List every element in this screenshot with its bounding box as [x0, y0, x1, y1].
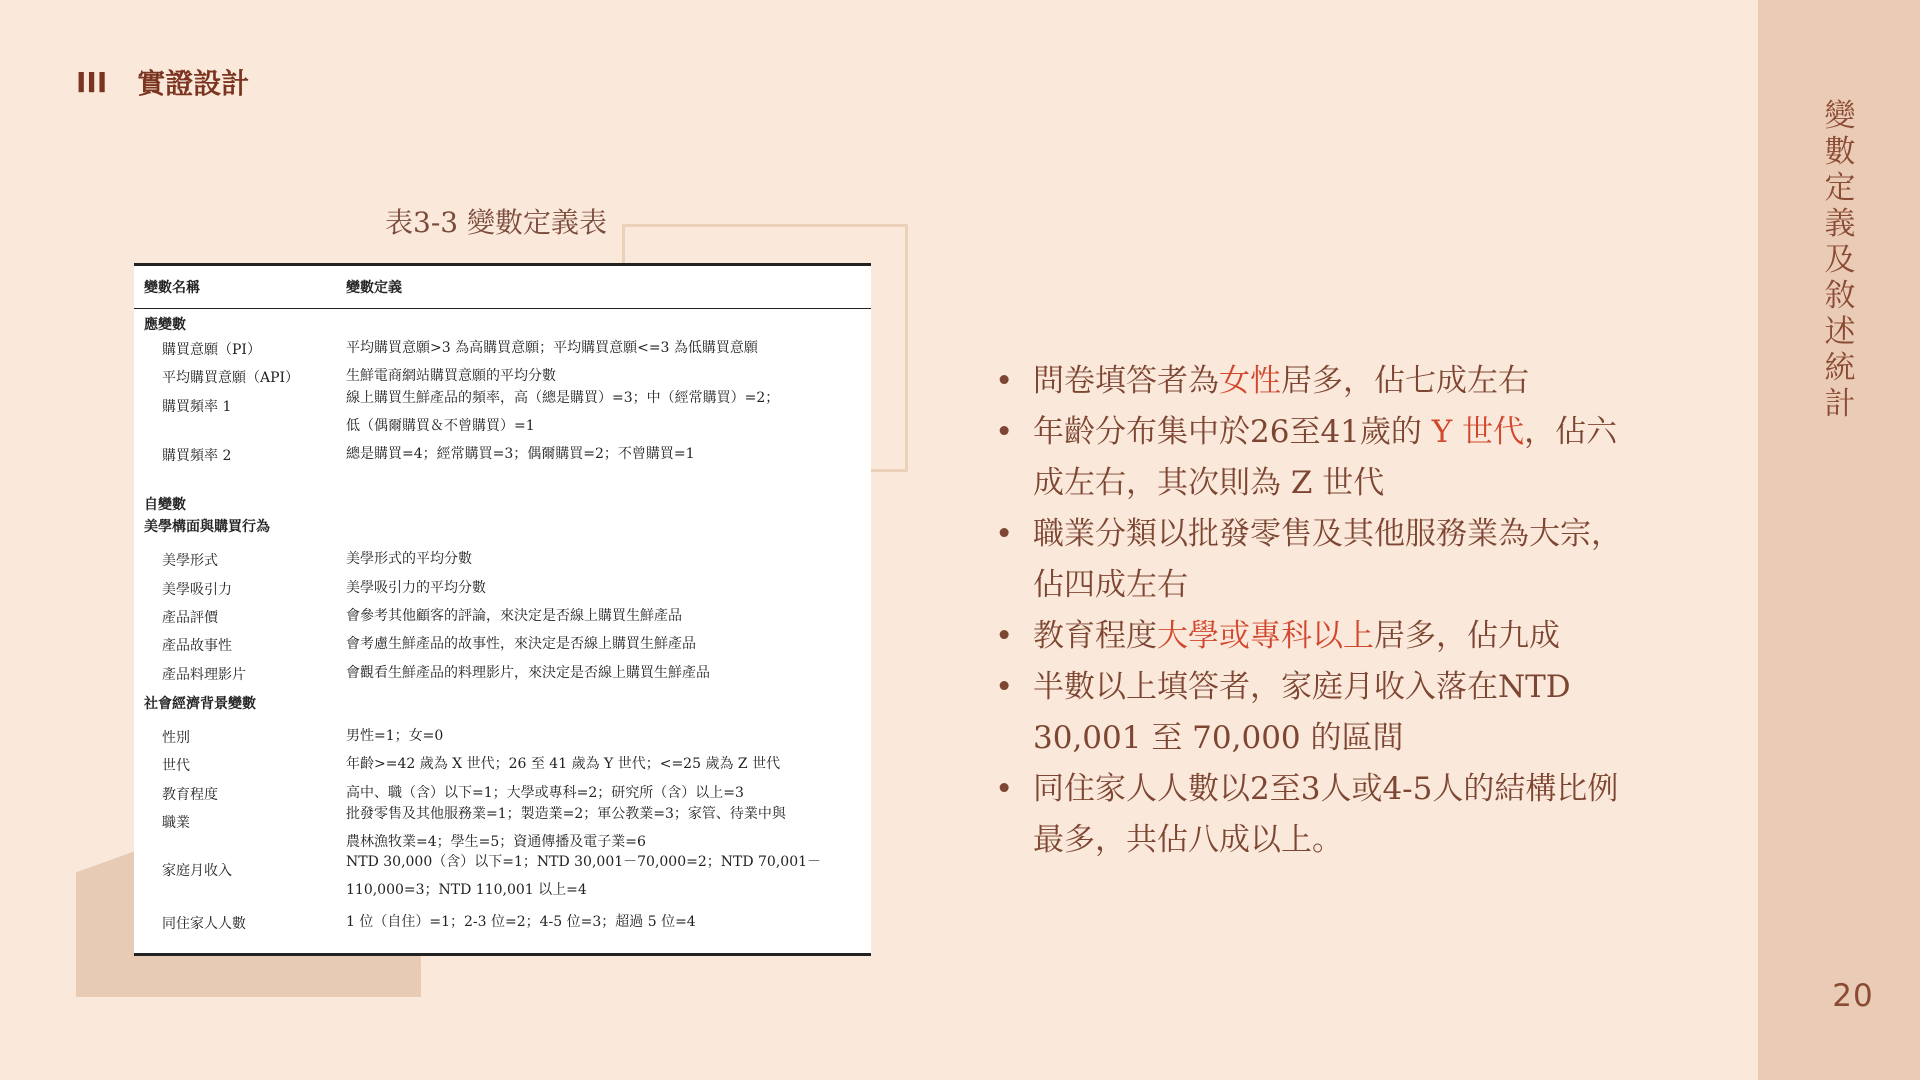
finding-text: 半數以上填答者，家庭月收入落在NTD 30,001 至 70,000 的區間 — [1033, 669, 1571, 756]
table-cell-name: 產品評價 — [162, 610, 218, 626]
finding-item — [995, 407, 1635, 509]
table-cell-definition: 批發零售及其他服務業=1；製造業=2；軍公教業=3；家管、待業中與 農林漁牧業=4；學生=5；資通傳播及電子業=6 — [346, 806, 786, 850]
table-cell-definition: 會考慮生鮮產品的故事性，來決定是否線上購買生鮮產品 — [346, 636, 696, 652]
section-header — [76, 62, 249, 102]
table-cell-name: 購買意願（PI） — [162, 342, 261, 358]
table-cell-name: 應變數 — [144, 317, 186, 333]
vertical-title-char: 計 — [1824, 386, 1856, 422]
vertical-title-char: 變 — [1824, 98, 1856, 134]
table-cell-definition: 高中、職（含）以下=1；大學或專科=2；研究所（含）以上=3 — [346, 785, 744, 801]
table-cell-name: 美學形式 — [162, 553, 218, 569]
finding-item — [995, 764, 1635, 866]
vertical-title-char: 義 — [1824, 206, 1856, 242]
finding-text: 問卷填答者為 — [1033, 363, 1219, 399]
table-cell-definition: 會參考其他顧客的評論，來決定是否線上購買生鮮產品 — [346, 608, 682, 624]
findings-list — [995, 356, 1635, 866]
highlighted-text: Y 世代 — [1431, 414, 1525, 450]
table-cell-definition: 年齡>=42 歲為 X 世代；26 至 41 歲為 Y 世代；<=25 歲為 Z 世代 — [346, 756, 781, 772]
finding-text: 居多，佔七成左右 — [1281, 363, 1529, 399]
highlighted-text: 女性 — [1219, 363, 1281, 399]
finding-text: ，佔六成左右，其次則為 Z 世代 — [1033, 414, 1618, 501]
finding-text: 同住家人人數以2至3人或4-5人的結構比例最多，共佔八成以上。 — [1033, 771, 1619, 858]
table-cell-definition: 生鮮電商網站購買意願的平均分數 — [346, 368, 556, 384]
section-title: 實證設計 — [137, 67, 250, 100]
finding-text: 居多，佔九成 — [1374, 618, 1560, 654]
table-header-definition: 變數定義 — [346, 280, 402, 296]
table-cell-definition: 美學吸引力的平均分數 — [346, 580, 486, 596]
table-cell-name: 購買頻率 2 — [162, 448, 232, 464]
vertical-title-char: 統 — [1824, 350, 1856, 386]
table-header-row — [134, 266, 871, 309]
vertical-title-char: 敘 — [1824, 278, 1856, 314]
table-header-name: 變數名稱 — [144, 280, 200, 296]
finding-item — [995, 356, 1635, 407]
table-caption: 表3-3 變數定義表 — [385, 206, 607, 239]
vertical-section-title — [1820, 98, 1860, 422]
finding-item — [995, 662, 1635, 764]
table-cell-definition: 線上購買生鮮產品的頻率，高（總是購買）=3；中（經常購買）=2； 低（偶爾購買＆不曾購買）=1 — [346, 390, 780, 434]
table-cell-name: 社會經濟背景變數 — [144, 696, 256, 712]
table-cell-name: 平均購買意願（API） — [162, 370, 300, 386]
table-cell-definition: 總是購買=4；經常購買=3；偶爾購買=2；不曾購買=1 — [346, 446, 695, 462]
table-cell-name: 美學吸引力 — [162, 582, 232, 598]
vertical-title-char: 數 — [1824, 134, 1856, 170]
vertical-title-char: 定 — [1824, 170, 1856, 206]
table-cell-name: 美學構面與購買行為 — [144, 519, 270, 535]
section-roman-numeral: III — [76, 65, 108, 99]
table-cell-name: 職業 — [162, 815, 190, 831]
table-cell-name: 產品料理影片 — [162, 667, 246, 683]
variable-definition-table — [134, 263, 871, 956]
finding-item — [995, 611, 1635, 662]
highlighted-text: 大學或專科以上 — [1157, 618, 1374, 654]
vertical-title-char: 述 — [1824, 314, 1856, 350]
table-cell-name: 世代 — [162, 758, 190, 774]
table-cell-definition: NTD 30,000（含）以下=1；NTD 30,001－70,000=2；NTD 70,001－ 110,000=3；NTD 110,001 以上=4 — [346, 854, 822, 898]
finding-text: 年齡分布集中於26至41歲的 — [1033, 414, 1432, 450]
finding-item — [995, 509, 1635, 611]
finding-text: 職業分類以批發零售及其他服務業為大宗，佔四成左右 — [1033, 516, 1622, 603]
table-cell-name: 購買頻率 1 — [162, 399, 232, 415]
table-cell-name: 教育程度 — [162, 787, 218, 803]
vertical-title-char: 及 — [1824, 242, 1856, 278]
table-cell-definition: 1 位（自住）=1；2-3 位=2；4-5 位=3；超過 5 位=4 — [346, 914, 696, 930]
page-number: 20 — [1832, 978, 1874, 1014]
table-cell-name: 產品故事性 — [162, 638, 232, 654]
table-cell-definition: 會觀看生鮮產品的料理影片，來決定是否線上購買生鮮產品 — [346, 665, 710, 681]
table-cell-name: 家庭月收入 — [162, 863, 232, 879]
table-cell-definition: 美學形式的平均分數 — [346, 551, 472, 567]
table-cell-name: 自變數 — [144, 497, 186, 513]
finding-text: 教育程度 — [1033, 618, 1157, 654]
table-cell-name: 同住家人人數 — [162, 916, 246, 932]
table-cell-definition: 男性=1；女=0 — [346, 728, 444, 744]
table-cell-definition: 平均購買意願>3 為高購買意願；平均購買意願<=3 為低購買意願 — [346, 340, 758, 356]
table-cell-name: 性別 — [162, 730, 190, 746]
